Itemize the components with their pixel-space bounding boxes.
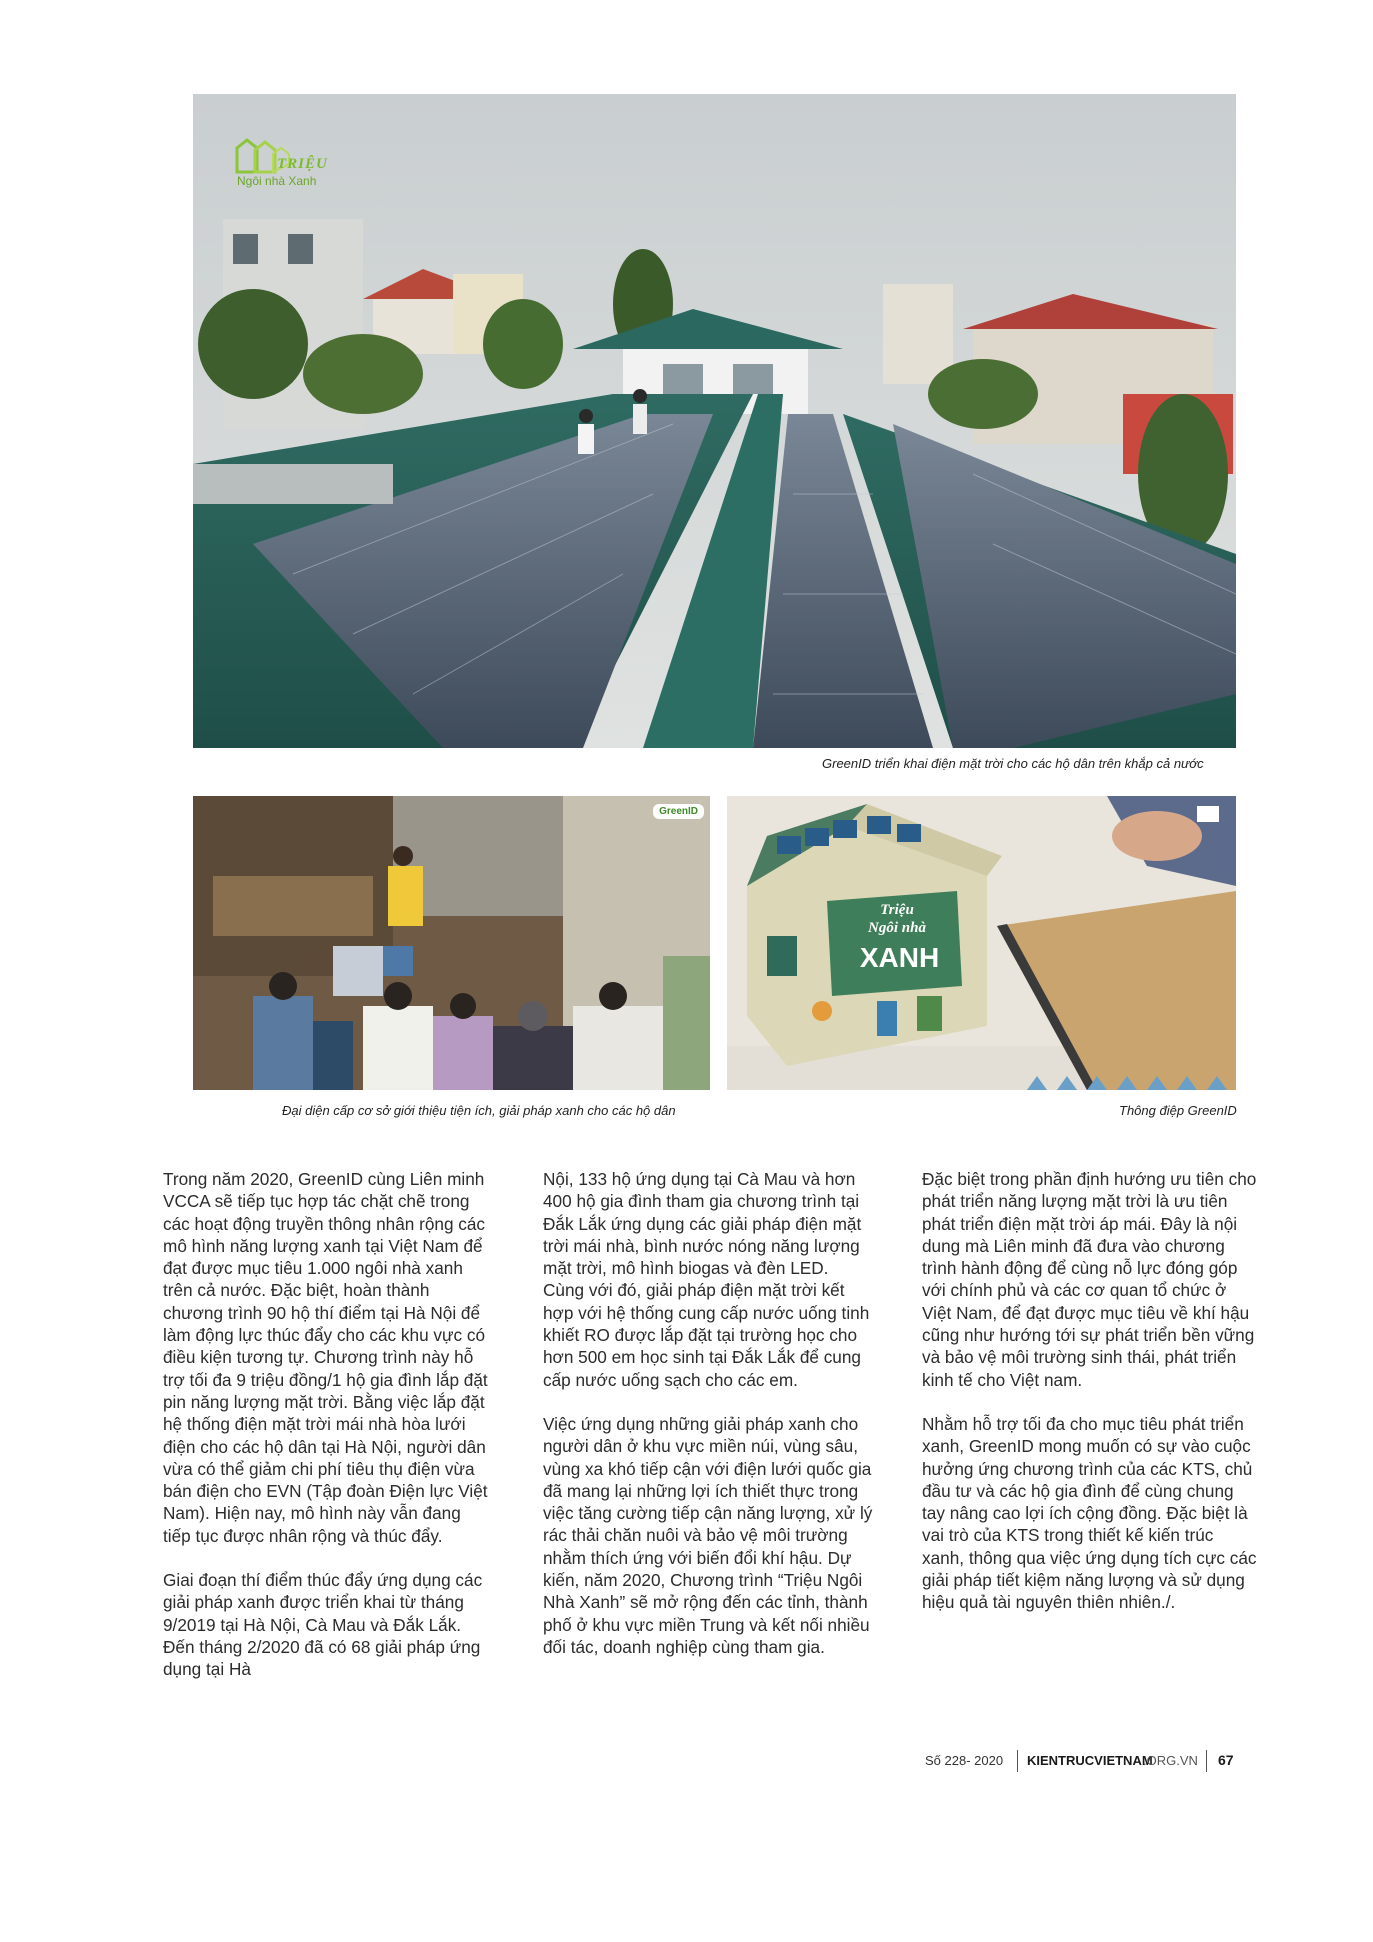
- column-3-paragraph-1: Đặc biệt trong phần định hướng ưu tiên cho phát triển năng lượng mặt trời là ưu tiên phát triển điện mặt trời áp mái. Đây là nội dung mà Liên minh đã đưa vào chương trình hành động để cùng nỗ lực đóng góp với chính phủ và các cơ quan tổ chức ở Việt Nam, để đạt được mục tiêu về khí hậu cũng như hướng tới sự phát triển bền vững và bảo vệ môi trường sinh thái, phát triển kinh tế cho Việt nam.: [922, 1169, 1257, 1390]
- solar-roof-illustration: [193, 94, 1236, 748]
- box-label-xanh: XANH: [859, 942, 940, 973]
- column-2-paragraph-1: Nội, 133 hộ ứng dụng tại Cà Mau và hơn 400 hộ gia đình tham gia chương trình tại Đắk Lắk ứng dụng các giải pháp điện mặt trời mái nhà, bình nước nóng năng lượng mặt trời, mô hình biogas và đèn LED. Cùng với đó, giải pháp điện mặt trời kết hợp với hệ thống cung cấp nước uống tinh khiết RO được lắp đặt tại trường học cho hơn 500 em học sinh tại Đắk Lắk để cung cấp nước uống sạch cho các em.: [543, 1169, 870, 1390]
- text-column-2: [543, 1168, 873, 1680]
- logo-title: TRIỆU: [277, 156, 328, 172]
- right-photo-caption: Thông điệp GreenID: [1119, 1103, 1237, 1118]
- text-column-1: [163, 1168, 493, 1703]
- footer-divider: [1017, 1750, 1018, 1772]
- green-house-box-photo: [727, 796, 1236, 1090]
- text-column-3: [922, 1168, 1260, 1636]
- column-1-paragraph-1: Trong năm 2020, GreenID cùng Liên minh VCCA sẽ tiếp tục hợp tác chặt chẽ trong các hoạt động truyền thông nhân rộng các mô hình năng lượng xanh tại Việt Nam để đạt được mục tiêu 1.000 ngôi nhà xanh trên cả nước. Đặc biệt, hoàn thành chương trình 90 hộ thí điểm tại Hà Nội để làm động lực thúc đẩy cho các khu vực có điều kiện tương tự. Chương trình này hỗ trợ tối đa 9 triệu đồng/1 hộ gia đình lắp đặt pin năng lượng mặt trời. Bằng việc lắp đặt hệ thống điện mặt trời mái nhà hòa lưới điện cho các hộ dân tại Hà Nội, người dân vừa có thể giảm chi phí tiêu thụ điện vừa bán điện cho EVN (Tập đoàn Điện lực Việt Nam). Hiện nay, mô hình này vẫn đang tiếp tục được nhân rộng và thúc đẩy.: [163, 1169, 488, 1546]
- column-2-paragraph-2: Việc ứng dụng những giải pháp xanh cho người dân ở khu vực miền núi, vùng sâu, vùng xa khó tiếp cận với điện lưới quốc gia đã mang lại những lợi ích thiết thực trong việc tăng cường tiếp cận năng lượng, xử lý rác thải chăn nuôi và bảo vệ môi trường nhằm thích ứng với biến đổi khí hậu. Dự kiến, năm 2020, Chương trình “Triệu Ngôi Nhà Xanh” sẽ mở rộng đến các tỉnh, thành phố ở khu vực miền Trung và kết nối nhiều đối tác, doanh nghiệp cùng tham gia.: [543, 1413, 873, 1657]
- community-meeting-photo: [193, 796, 710, 1090]
- website-domain: .ORG.VN: [1143, 1753, 1198, 1768]
- footer-divider-2: [1206, 1750, 1207, 1772]
- column-3-paragraph-2: Nhằm hỗ trợ tối đa cho mục tiêu phát triển xanh, GreenID mong muốn có sự vào cuộc hưởng ứng chương trình của các KTS, chủ đầu tư và các hộ gia đình để cùng chung tay nâng cao lợi ích cộng đồng. Đặc biệt là vai trò của KTS trong thiết kế kiến trúc xanh, thông qua việc ứng dụng tích cực các giải pháp tiết kiệm năng lượng và sử dụng hiệu quả tài nguyên thiên nhiên./.: [922, 1413, 1257, 1613]
- trieu-ngoi-nha-xanh-logo: [233, 134, 343, 190]
- logo-subtitle: Ngôi nhà Xanh: [237, 174, 317, 188]
- greenid-badge: GreenID: [653, 804, 704, 819]
- solar-roof-photo: [193, 94, 1236, 748]
- box-label-ngoi-nha: Ngôi nhà: [868, 920, 926, 936]
- column-1-paragraph-2: Giai đoạn thí điểm thúc đẩy ứng dụng các giải pháp xanh được triển khai từ tháng 9/2019 tại Hà Nội, Cà Mau và Đắk Lắk. Đến tháng 2/2020 đã có 68 giải pháp ứng dụng tại Hà: [163, 1570, 483, 1680]
- box-label-trieu: Triệu: [880, 902, 914, 918]
- left-photo-caption: Đại diện cấp cơ sở giới thiệu tiện ích, giải pháp xanh cho các hộ dân: [282, 1103, 676, 1118]
- website-name: KIENTRUCVIETNAM: [1027, 1753, 1153, 1768]
- community-meeting-illustration: [193, 796, 710, 1090]
- page-footer: [925, 1750, 1250, 1772]
- issue-number: Số 228- 2020: [925, 1753, 1004, 1768]
- top-photo-caption: GreenID triển khai điện mặt trời cho các hộ dân trên khắp cả nước: [822, 756, 1204, 771]
- page-number: 67: [1218, 1752, 1234, 1768]
- green-house-box-illustration: [727, 796, 1236, 1090]
